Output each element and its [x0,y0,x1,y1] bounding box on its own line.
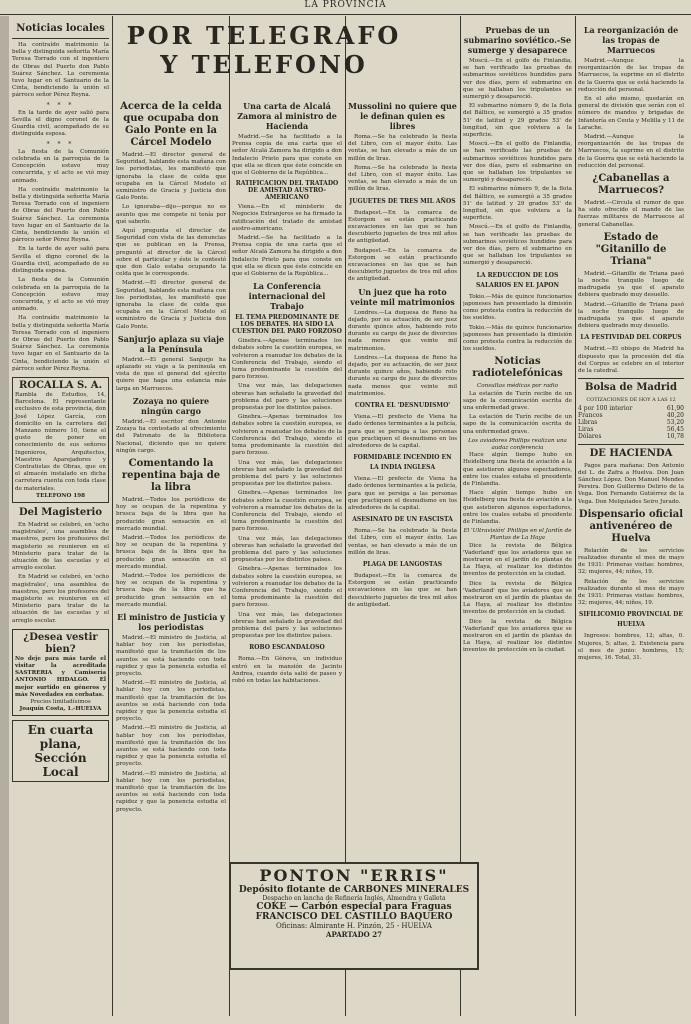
banner-line-1: POR TELEGRAFO [126,21,402,50]
article-paragraph: Madrid.—El obispo de Madrid ha dispuesto que la procesión del día del Corpus se celebre en el interior de la catedral. [578,346,684,375]
headline: Noticias radiotelefónicas [472,356,563,380]
article-paragraph: La fiesta de la Comunión celebrada en la parroquia de la Concepción estuvo muy concurrida, y el acto se vió muy animado. [12,277,109,313]
article-paragraph: Londres.—La duquesa de Reno ha dejado, por su actuación, de ser juez durante quince años, habiendo roto durante su cargo de juez de divorcios nada menos que veinte mil matrimonios. [348,309,457,352]
column-4 [348,98,457,858]
divider [578,378,684,379]
article-paragraph: Moscú.—En el golfo de Finlandia, se han verificado las pruebas de submarinos soviéticos hundidos para ver dos días, pero el submarino en que se hallaban los tripulantes se sumergió y desapareció. [463,224,572,267]
advertisement-ponton-erris [229,862,479,970]
headline: El ministro de Justicia y los periodistas [117,611,225,632]
bolsa-item: 4 por 100 interior [578,404,633,412]
article-paragraph: Madrid.—El director general de Seguridad, hablando esta mañana con los periodistas, les manifestó que ignoraba la clase de celda que ocupaba en la Cárcel Modelo el exministro de Gracia y Justicia don Galo Ponte. [116,152,226,202]
page-edge-shadow [0,16,9,1024]
article-paragraph: Dice la revista de Bélgica 'Vaderland' que los aviadores que se mostraron en el jardín de plantas de La Haya, al realizar los distintos inventos de protección en la ciudad. [463,542,572,578]
article-paragraph: Moscú.—En el golfo de Finlandia, se han verificado las pruebas de submarinos soviéticos hundidos para ver dos días, pero el submarino en que se hallaban los tripulantes se sumergió y desapareció. [463,141,572,184]
bolsa-value: 10,78 [666,433,684,441]
article-paragraph: Ginebra.—Apenas terminados los debates sobre la cuestión europea, se volvieron a reanudar los debates de la Conferencia del Trabajo, siendo el tema predominante la cuestión del paro forzoso. [232,414,342,457]
article-paragraph: Madrid.—Gitanillo de Triana pasó la noche tranquilo luego de madrugada ya que el aparato debiera quebrado muy desuello. [578,270,684,299]
ad-address: Oficinas: Almirante H. Pinzón, 25 - HUELVA [276,922,432,930]
article-paragraph: Madrid.—El ministro de Justicia, al hablar hoy con los periodistas, manifestó que la tramitación de los asuntos se está haciendo con toda rapidez y que la ponencia estudia el proyecto. [116,725,226,768]
article-paragraph: Madrid.—El general Sanjurjo ha aplazado su viaje a la península en vista de que el general del ejército quiere que haga una estancia más larga en Marruecos. [116,356,226,392]
divider [578,444,684,445]
subheadline: CONTRA EL 'DESNUDISMO' [354,402,451,410]
article-paragraph: Roma.—En Génova, un individuo entró en la mansión de Jacinto Andrea, cuando ésta salió de paseo y robó en todas las habitaciones. [232,656,342,684]
article-paragraph: La estación de Turín recibe de un sapo de la comunicación escrita de una enfermedad grave. [463,390,572,411]
article-paragraph: Madrid.—Todos los periódicos de hoy se ocupan de la repentina y brusca baja de la libra que ha producido gran sensación en el mercado mundial. [116,496,226,532]
bolsa-subtitle: COTIZACIONES DE HOY A LAS 12 [586,397,676,404]
article-paragraph: En Madrid se celebró, en 'ocho magistrales', una asamblea de maestros, pero los profesores del magisterio se reunieron en el Ministerio para tratar de la situación de las escuelas y el arreglo escolar. [12,574,109,624]
subheadline: RATIFICACION DEL TRATADO DE AMISTAD AUSTRO-AMERICANO [235,180,339,202]
subheadline: ASESINATO DE UN FASCISTA [352,516,453,524]
bolsa-item: Dólares [578,433,602,441]
bolsa-value: 53,20 [666,418,684,426]
article-paragraph: Viena.—El prefecto de Viena ha dado órdenes terminantes a la policía, para que se persiga a las personas que practiquen el desnudismo en los alrededores de la capital. [348,414,457,449]
article-paragraph: La fiesta de la Comunión celebrada en la parroquia de la Concepción estuvo muy concurrida, y el acto se vió muy animado. [12,148,109,184]
article-paragraph: Aquí pregunta el director de Seguridad con vista de las denuncias que se publican en la Prensa, preguntó al director de la Cárcel sobre el particular y éste le contestó que don Galo estaba ocupando la celda que le corresponde. [116,228,226,278]
article-paragraph: Tokio.—Más de quince funcionarios japoneses han presentado la dimisión como protesta contra la reducción de los sueldos. [463,293,572,322]
article-paragraph: Tokio.—Más de quince funcionarios japoneses han presentado la dimisión como protesta contra la reducción de los sueldos. [463,324,572,353]
bolsa-value: 40,20 [666,411,684,419]
article-paragraph: En Madrid se celebró, en 'ocho magistrales', una asamblea de maestros, pero los profesores del magisterio se reunieron en el Ministerio para tratar de la situación de las escuelas y el arreglo escolar. [12,521,109,572]
bolsa-item: Liras [578,426,594,434]
bolsa-table [578,405,684,441]
running-header: LA PROVINCIA [0,0,691,15]
headline: DE HACIENDA [589,447,673,459]
headline: Estado de "Gitanillo de Triana" [595,231,667,267]
article-paragraph: Ginebra.—Apenas terminados los debates sobre la cuestión europea, se volvieron a reanudar los debates de la Conferencia del Trabajo, siendo el tema predominante la cuestión del paro forzoso. [232,490,342,533]
bolsa-value: 56,45 [666,426,684,434]
advertisement-rocalla [12,377,109,503]
article-paragraph: Dice la revista de Bélgica 'Vaderland' que los aviadores que se mostraron en el jardín de plantas de La Haya, al realizar los distintos inventos de protección en la ciudad. [463,618,572,654]
subheadline: FORMIDABLE INCENDIO EN LA INDIA INGLESA [353,454,452,472]
article-paragraph: Madrid.—Se ha facilitado a la Prensa copia de una carta que el señor Alcalá Zamora ha dirigido a don Indalecio Prieto para que conste en que ella se dicen que éste coincide en que el Gobierno de la República... [232,235,342,278]
article-paragraph: Hace algún tiempo hubo en Heidelberg una fiesta de aviación a la que asistieron algunos espectadores, entre los cuales estaba el presidente de Finlandia. [463,452,572,487]
ad-text: No deje para más tarde el visitar la acreditada SASTRERIA y Camisería ANTONIO HIDALGO. El mejor surtido en géneros y más Novedades en corbatas. [15,655,106,698]
subheadline: JUGUETES DE TRES MIL AÑOS [349,197,456,205]
article-paragraph: Madrid.—Gitanillo de Triana pasó la noche tranquilo luego de madrugada ya que el aparato debiera quebrado muy desuello. [578,301,684,330]
article-paragraph: Madrid.—El ministro de Justicia, al hablar hoy con los periodistas, manifestó que la tramitación de los asuntos se está haciendo con toda rapidez y que la ponencia estudia el proyecto. [116,634,226,677]
divider [12,38,109,39]
article-paragraph: Londres.—La duquesa de Reno ha dejado, por su actuación, de ser juez durante quince años, habiendo roto durante su cargo de juez de divorcios nada menos que veinte mil matrimonios. [348,354,457,397]
section-banner [114,22,414,92]
subheadline: LA FESTIVIDAD DEL CORPUS [580,334,682,342]
ad-description: Despacho en lancha de Refinería Inglés, Almendra y Galleta [262,895,446,902]
article-paragraph: Relación de los servicios realizados durante el mes de mayo de 1931: Primeras visitas: hombres, 32; mujeres, 44; niños, 19. [578,547,684,576]
separator-stars: * * * [46,101,75,109]
table-row [578,405,684,412]
column-2 [116,98,226,1018]
subheadline: SIFILICOMIO PROVINCIAL DE HUELVA [579,611,683,629]
ad-text: Rambla de Estudios, 14, Barcelona. El representante exclusivo de esta provincia, don José López García, con domicilio en la carretera del Manzano número 10, tiene el gusto de poner en conocimiento de sus señores Ingenieros, Arquitectos, Maestros Aparejadores y Contratistas de Obras, que en el almacén instalado en dicha carretera cuenta con toda clase de materiales. [15,391,106,492]
table-row [578,426,684,433]
headline: Sanjurjo aplaza su viaje a la Península [117,333,225,354]
headline: Un juez que ha roto veinte mil matrimonios [350,286,455,307]
subheadline: Los aviadores Phillips realizan una audaz conferencia [468,437,567,451]
article-paragraph: Roma.—Se ha celebrado la fiesta del Libro, con el mayor éxito. Las ventas, se han elevado a más de un millón de liras. [348,528,457,556]
ad-title: ROCALLA S. A. [18,379,103,391]
table-row [578,433,684,440]
article-paragraph: Una vez más, las delegaciones obreras han señalado la gravedad del problema del paro y las soluciones propuestas por los distintos países. [232,383,342,412]
headline: Acerca de la celda que ocupaba don Galo Ponte en la Cárcel Modelo [120,101,222,148]
article-paragraph: El submarino número 9, de la flota del Báltico, se sumergió a 35 grados 51' de latitud y 29 grados 53' de longitud, sin que volviera a la superficie. [463,186,572,222]
ad-subtitle: Depósito flotante de CARBONES MINERALES [238,885,470,895]
bolsa-title: Bolsa de Madrid [585,382,677,394]
ad-title: ¿Desea vestir bien? [23,631,98,655]
article-paragraph: Una vez más, las delegaciones obreras han señalado la gravedad del problema del paro y las soluciones propuestas por los distintos países. [232,611,342,640]
headline: Dispensario oficial antivenéreo de Huelva [578,508,684,544]
ad-apartado: APARTADO 27 [326,930,382,939]
article-paragraph: Viena.—El prefecto de Viena ha dado órdenes terminantes a la policía, para que se persiga a las personas que practiquen el desnudismo en los alrededores de la capital. [348,476,457,511]
article-paragraph: Budapest.—En la comarca de Estorgom se están practicando excavaciones en las que se han descubierto juguetes de tres mil años de antigüedad. [348,209,457,245]
bolsa-item: Libras [578,418,598,426]
bolsa-item: Francos [578,411,603,419]
subheadline: El 'Ultravisión' Phillips en el Jardín de Plantas de La Haya [463,528,572,542]
article-paragraph: El submarino número 9, de la flota del Báltico, se sumergió a 35 grados 51' de latitud y 29 grados 53' de longitud, sin que volviera a la superficie. [463,103,572,139]
article-paragraph: Madrid.—El escritor don Antonio Zozaya ha contestado al ofrecimiento del Patronato de la Biblioteca Nacional, diciendo que no quiere ningún cargo. [116,418,226,454]
ad-title: PONTON "ERRIS" [259,866,449,885]
column-3 [232,98,342,858]
subheadline: Consultas médicas por radio [477,383,558,390]
article-paragraph: Budapest.—En la comarca de Estorgom se están practicando excavaciones en las que se han descubierto juguetes de tres mil años de antigüedad. [348,247,457,283]
bolsa-value: 61,90 [666,404,684,412]
advertisement-sastreria [12,629,109,717]
article-paragraph: Madrid.—Aunque la reorganización de las tropas de Marruecos, la suprime en el distrito de la Guerra que se está haciendo la reducción del personal. [578,58,684,93]
subheadline: ROBO ESCANDALOSO [249,644,325,652]
article-paragraph: Madrid.—El ministro de Justicia, al hablar hoy con los periodistas, manifestó que la tramitación de los asuntos se está haciendo con toda rapidez y que la ponencia estudia el proyecto. [116,680,226,723]
article-paragraph: Madrid.—Aunque la reorganización de las tropas de Marruecos, la suprime en el distrito de la Guerra que se está haciendo la reducción del personal. [578,134,684,169]
headline: Mussolini no quiere que le definan quien es libres [348,101,457,131]
article-paragraph: Ginebra.—Apenas terminados los debates sobre la cuestión europea, se volvieron a reanudar los debates de la Conferencia del Trabajo, siendo el tema predominante la cuestión del paro forzoso. [232,338,342,381]
separator-stars: * * * [46,140,75,148]
article-paragraph: Ha contraído matrimonio la bella y distinguida señorita María Teresa Torrado con el ingeniero de Obras del Puerto don Pablo Suárez Sánchez. La ceremonia tuvo lugar en el Santuario de la Cinta, bendiciendo la unión el párroco señor Pérez Reyna. [12,186,109,244]
article-paragraph: Ingresos: hombres, 12; altas, 0. Mujeres, 5; altas, 2. Existencia para el mes de junio: hombres, 15; mujeres, 16. Total, 31. [578,633,684,661]
article-paragraph: Pagos para mañana: Don Antonio del L. de Zafra a Huelva. Don Juan Sánchez López. Don Manuel Mendes Pereira. Don Guillermo Delirio de la Vega. Don Fernando Gutiérrez de la Vega. Don Melquiades Seiro Jurado. [578,462,684,505]
article-paragraph: Roma.—Se ha celebrado la fiesta del Libro, con el mayor éxito. Las ventas, se han elevado a más de un millón de liras. [348,164,457,193]
article-paragraph: Ha contraído matrimonio la bella y distinguida señorita María Teresa Torrado con el ingeniero de Obras del Puerto don Pablo Suárez Sánchez. La ceremonia tuvo lugar en el Santuario de la Cinta, bendiciendo la unión el párroco señor Pérez Reyna. [12,42,109,99]
ad-phone: TELEFONO 198 [35,492,86,499]
section-title: Noticias locales [16,23,105,34]
article-paragraph: Ha contraído matrimonio la bella y distinguida señorita María Teresa Torrado con el ingeniero de Obras del Puerto don Pablo Suárez Sánchez. La ceremonia tuvo lugar en el Santuario de la Cinta, bendiciendo la unión el párroco señor Pérez Reyna. [12,315,109,372]
article-paragraph: Hace algún tiempo hubo en Heidelberg una fiesta de aviación a la que asistieron algunos espectadores, entre los cuales estaba el presidente de Finlandia. [463,490,572,525]
ad-prices: Precios limitadísimos [30,699,91,706]
article-paragraph: Madrid.—Todos los periódicos de hoy se ocupan de la repentina y brusca baja de la libra que ha producido gran sensación en el mercado mundial. [116,572,226,608]
article-paragraph: Madrid.—El ministro de Justicia, al hablar hoy con los periodistas, manifestó que la tramitación de los asuntos se está haciendo con toda rapidez y que la ponencia estudia el proyecto. [116,770,226,813]
headline: La reorganización de las tropas de Marruecos [583,25,679,55]
headline: ¿Cabanellas a Marruecos? [592,173,670,197]
ad-coke: COKE — Carbón especial para Fraguas [256,902,452,912]
column-6 [578,22,684,1022]
column-local-news [12,20,109,1020]
headline: La Conferencia internacional del Trabajo [248,281,326,312]
article-paragraph: En el año mismo, quedarán en general de división que serán con el número de mandos y brigadas de Infantería en Ceuta y Melilla y 11 de Larache. [578,96,684,131]
article-paragraph: Budapest.—En la comarca de Estorgom se están practicando excavaciones en las que se han descubierto juguetes de tres mil años de antigüedad. [348,572,457,608]
article-paragraph: En la tarde de ayer salió para Sevilla el digno coronel de la Guardia civil, acompañado de su distinguida esposa. [12,246,109,275]
headline: Zozaya no quiere ningún cargo [132,395,210,416]
article-paragraph: Madrid.—Circula el rumor de que ha sido ofrecido el mando de las fuerzas militares de Marruecos al general Cabanellas. [578,200,684,228]
section-title: Del Magisterio [18,506,102,518]
article-paragraph: La estación de Turín recibe de un sapo de la comunicación escrita de una enfermedad grave. [463,414,572,435]
table-row [578,412,684,419]
table-row [578,419,684,426]
subheadline: PLAGA DE LANGOSTAS [362,560,443,568]
article-paragraph: Roma.—Se ha celebrado la fiesta del Libro, con el mayor éxito. Las ventas, se han elevado a más de un millón de liras. [348,134,457,162]
column-5 [463,22,572,1022]
article-paragraph: En la tarde de ayer salió para Sevilla el digno coronel de la Guardia civil, acompañado de su distinguida esposa. [12,109,109,138]
advertisement-cuarta-plana: En cuarta plana, Sección Local [12,720,109,782]
article-paragraph: Una vez más, las delegaciones obreras han señalado la gravedad del problema del paro y las soluciones propuestas por los distintos países. [232,459,342,488]
article-paragraph: Madrid.—Se ha facilitado a la Prensa copia de una carta que el señor Alcalá Zamora ha dirigido a don Indalecio Prieto para que conste en que ella se dicen que éste coincide en que el Gobierno de la República... [232,134,342,177]
article-paragraph: Relación de los servicios realizados durante el mes de mayo de 1931: Primeras visitas: hombres, 32; mujeres, 44; niños, 19. [578,578,684,607]
article-paragraph: Una vez más, las delegaciones obreras han señalado la gravedad del problema del paro y las soluciones propuestas por los distintos países. [232,535,342,564]
ad-address: Joaquín Costa, 1.-HUELVA [19,706,102,713]
subheadline: LA REDUCCION DE LOS SALARIOS EN EL JAPON [475,271,560,289]
article-paragraph: Viena.—En el ministerio de Negocios Extranjeros se ha firmado la ratificación del tratado de amistad austro-americano. [232,204,342,232]
article-paragraph: Dice la revista de Bélgica 'Vaderland' que los aviadores que se mostraron en el jardín de plantas de La Haya, al realizar los distintos inventos de protección en la ciudad. [463,580,572,616]
article-paragraph: Madrid.—El director general de Seguridad, hablando esta mañana con los periodistas, les manifestó que ignoraba la clase de celda que ocupaba en la Cárcel Modelo el exministro de Gracia y Justicia don Galo Ponte. [116,280,226,330]
subheadline: EL TEMA PREDOMINANTE DE LOS DEBATES. HA SIDO LA CUESTION DEL PARO FORZOSO [232,314,342,336]
article-paragraph: Moscú.—En el golfo de Finlandia, se han verificado las pruebas de submarinos soviéticos hundidos para ver dos días, pero el submarino en que se hallaban los tripulantes se sumergió y desapareció. [463,58,572,101]
headline: Pruebas de un submarino soviético.-Se sumerge y desaparece [463,25,572,55]
headline: Una carta de Alcalá Zamora al ministro de Hacienda [237,101,337,131]
column-rule [575,16,576,1016]
article-paragraph: Ginebra.—Apenas terminados los debates sobre la cuestión europea, se volvieron a reanudar los debates de la Conferencia del Trabajo, siendo el tema predominante la cuestión del paro forzoso. [232,566,342,609]
article-paragraph: Madrid.—Todos los periódicos de hoy se ocupan de la repentina y brusca baja de la libra que ha producido gran sensación en el mercado mundial. [116,534,226,570]
article-paragraph: Lo ignoraba—dijo—porque no es asunto que me compete ni tenía por qué saberlo. [116,204,226,225]
banner-line-2: Y TELEFONO [160,50,368,79]
column-rule [112,16,113,1016]
ad-owner: FRANCISCO DEL CASTILLO BAQUERO [255,912,453,922]
headline: Comentando la repentina baja de la libra [121,457,221,493]
